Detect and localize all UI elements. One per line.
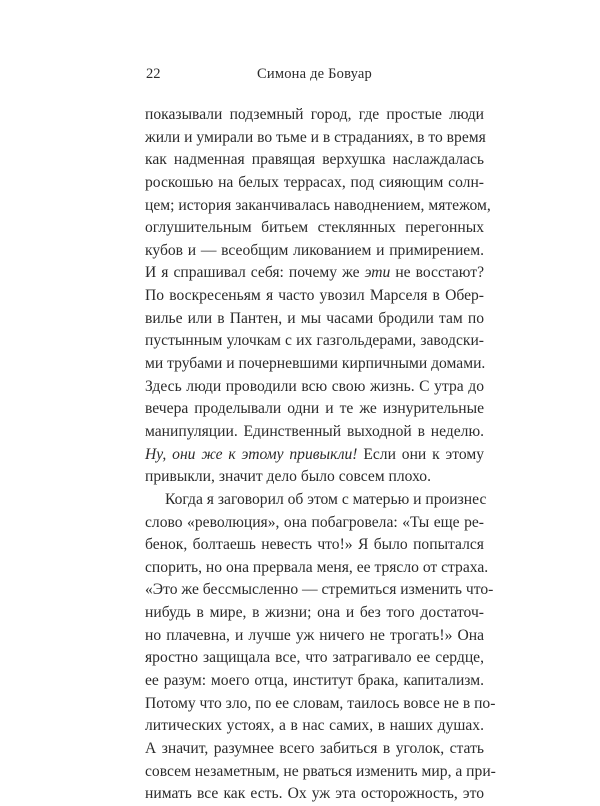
text-line: оглушительным битьем стеклянных перегонных bbox=[145, 219, 484, 237]
text-line: слово «революция», она побагровела: «Ты еще ре- bbox=[145, 513, 484, 531]
running-title: Симона де Бовуар bbox=[257, 66, 372, 82]
text-line: По воскресеньям я часто увозил Марселя в Обер- bbox=[145, 287, 484, 305]
text-line: спорить, но она прервала меня, ее трясло от страха. bbox=[145, 558, 489, 576]
text-line: ее разум: моего отца, институт брака, капитализм. bbox=[145, 672, 484, 690]
text-line bbox=[145, 444, 484, 467]
text-line: Потому что зло, по ее словам, таилось вовсе не в по- bbox=[145, 694, 496, 712]
italic-text: Ну, они же к этому привыкли! bbox=[145, 445, 358, 463]
text-line: нимать все как есть. Ох уж эта осторожность, это bbox=[145, 785, 484, 803]
text-line: как надменная правящая верхушка наслаждалась bbox=[145, 151, 484, 169]
page-header bbox=[146, 66, 483, 86]
text-line: но плачевна, и лучше уж ничего не трогать!» Она bbox=[145, 626, 484, 644]
text-line: ми трубами и почерневшими кирпичными домами. bbox=[145, 355, 486, 373]
text-line: яростно защищала все, что затрагивало ее сердце, bbox=[145, 649, 484, 667]
text-line: показывали подземный город, где простые люди bbox=[145, 106, 484, 123]
text-line: пустынным улочкам с их газгольдерами, заводски- bbox=[145, 332, 484, 350]
text-line: манипуляции. Единственный выходной в неделю. bbox=[145, 422, 484, 440]
text-line: А значит, разумнее всего забиться в уголок, стать bbox=[145, 739, 484, 757]
text-line: Здесь люди проводили всю свою жизнь. С утра до bbox=[145, 377, 484, 395]
text-line: цем; история заканчивалась наводнением, мятежом, bbox=[145, 196, 491, 214]
text-line: Когда я заговорил об этом с матерью и произнес bbox=[165, 490, 487, 508]
text-line: кубов и — всеобщим ликованием и примирением. bbox=[145, 241, 484, 259]
text-line: совсем незаметным, не рваться изменить мир, а при- bbox=[145, 762, 496, 780]
text-line: жили и умирали во тьме и в страданиях, в то время bbox=[145, 128, 486, 146]
text-line: привыкли, значит дело было совсем плохо. bbox=[145, 468, 431, 486]
text-line: роскошью на белых террасах, под сияющим солн- bbox=[145, 173, 484, 191]
text-line bbox=[145, 262, 484, 285]
text-segment: И я спрашивал себя: почему же bbox=[145, 264, 365, 282]
italic-text: эти bbox=[364, 264, 391, 282]
text-line: бенок, болтаешь невесть что!» Я было попытался bbox=[145, 536, 484, 554]
text-line: вилье или в Пантен, и мы часами бродили там по bbox=[145, 309, 484, 327]
text-line: вечера проделывали одни и те же изнурительные bbox=[145, 400, 484, 418]
text-line: нибудь в мире, в жизни; она и без того достаточ- bbox=[145, 604, 484, 622]
text-segment: не восстают? bbox=[390, 264, 484, 282]
body-text bbox=[145, 104, 496, 806]
text-segment: Если они к этому bbox=[357, 445, 485, 463]
text-line: «Это же бессмысленно — стремиться изменить что- bbox=[145, 581, 494, 599]
text-line: литических устоях, а в нас самих, в наших душах. bbox=[145, 717, 484, 735]
page-number: 22 bbox=[146, 66, 161, 82]
